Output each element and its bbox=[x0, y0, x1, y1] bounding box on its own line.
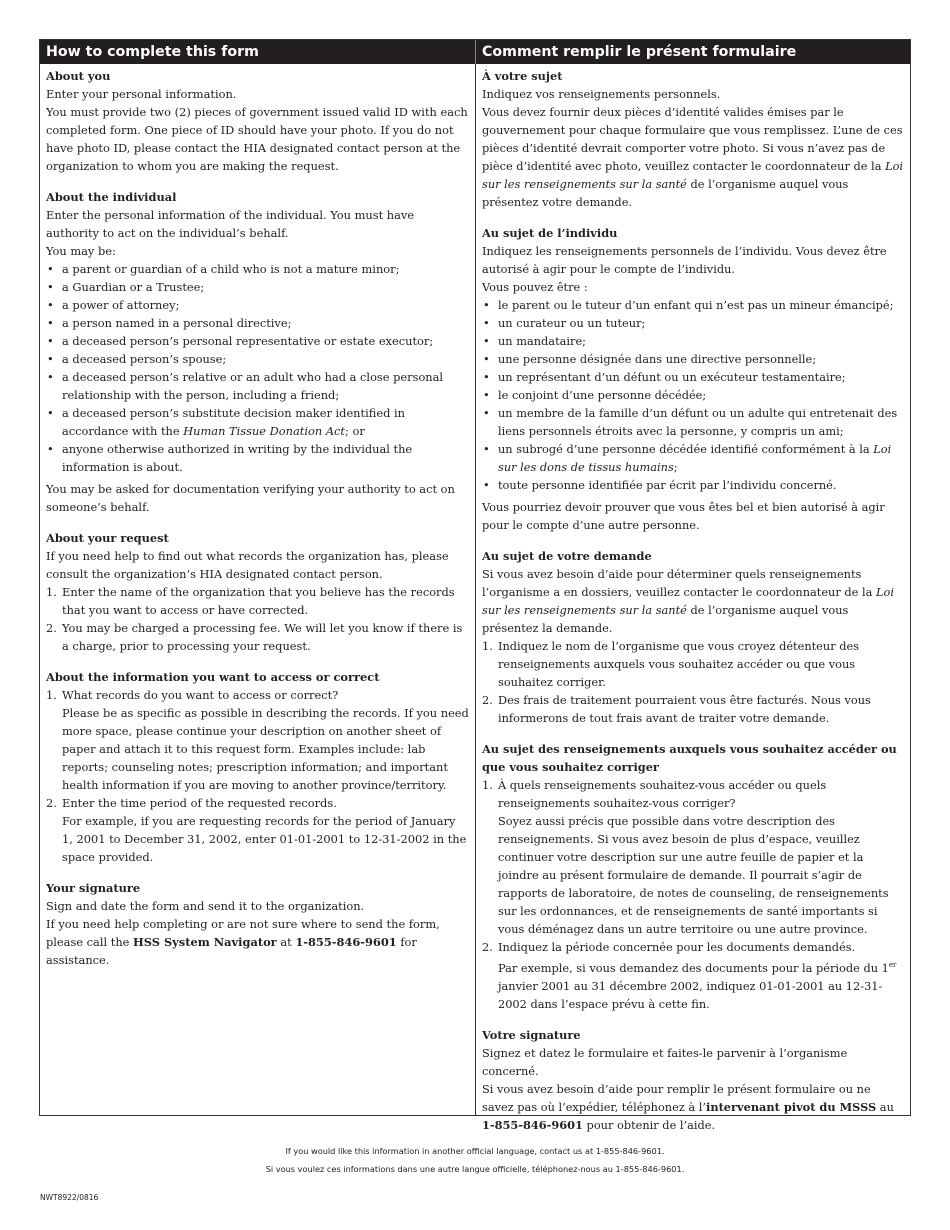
act-name: Loi sur les dons de tissus humains bbox=[498, 442, 892, 474]
header-french: Comment remplir le présent formulaire bbox=[482, 44, 797, 60]
list-item: 1. Indiquez le nom de l’organisme que vous croyez détenteur des renseignements auxquels vous souhaitez accéder ou que vous souhaitez corriger. bbox=[482, 639, 860, 689]
list-item: • a person named in a personal directive; bbox=[46, 314, 469, 332]
list-item: • anyone otherwise authorized in writing by the individual the information is about. bbox=[46, 440, 469, 476]
paragraph: Signez et datez le formulaire et faites-le parvenir à l’organisme concerné. bbox=[482, 1045, 848, 1078]
list-item: • un représentant d’un défunt ou un exécuteur testamentaire; bbox=[482, 368, 904, 386]
list-item: • le parent ou le tuteur d’un enfant qui n’est pas un mineur émancipé; bbox=[482, 296, 904, 314]
section-votre-signature bbox=[482, 1026, 904, 1134]
paragraph: You may be asked for documentation verifying your authority to act on someone’s behalf. bbox=[46, 482, 455, 514]
paragraph: Sign and date the form and send it to the organization. bbox=[46, 899, 365, 913]
section-a-votre-sujet bbox=[482, 67, 904, 211]
list-item: 2. Indiquez la période concernée pour les documents demandés. Par exemple, si vous demandez des documents pour la période du 1er janvier 2001 au 31 décembre 2002, indiquez 01-01-2001 au 12-31-2002 dans l’espace prévu à cette fin. bbox=[482, 940, 897, 1011]
paragraph: Indiquez les renseignements personnels de l’individu. Vous devez être autorisé à agir pour le compte de l’individu. bbox=[482, 244, 887, 276]
list-item: • a power of attorney; bbox=[46, 296, 469, 314]
paragraph: Vous pouvez être : bbox=[482, 280, 588, 294]
bullet-list bbox=[46, 260, 469, 476]
list-item: • a deceased person’s spouse; bbox=[46, 350, 469, 368]
paragraph: Si vous avez besoin d’aide pour remplir le présent formulaire ou ne savez pas où l’expédier, téléphonez à l’intervenant pivot du MSSS au 1-855-846-9601 pour obtenir de l’aide. bbox=[482, 1081, 894, 1132]
section-au-sujet-renseignements bbox=[482, 740, 904, 1013]
section-about-you bbox=[46, 67, 469, 175]
list-item: • a parent or guardian of a child who is not a mature minor; bbox=[46, 260, 469, 278]
navigator-name: HSS System Navigator bbox=[133, 935, 277, 949]
list-item: 2. Enter the time period of the requested records. For example, if you are requesting records for the period of January 1, 2001 to December 31, 2002, enter 01-01-2001 to 12-31-2002 in the space provided. bbox=[46, 796, 467, 864]
list-item: • une personne désignée dans une directive personnelle; bbox=[482, 350, 904, 368]
paragraph: Si vous avez besoin d’aide pour déterminer quels renseignements l’organisme a en dossiers, veuillez contacter le coordonnateur de la Loi sur les renseignements sur la santé de l’organisme auquel vous présentez la demande. bbox=[482, 567, 894, 635]
list-item: • a Guardian or a Trustee; bbox=[46, 278, 469, 296]
list-item: • a deceased person’s relative or an adult who had a close personal relationship with the person, including a friend; bbox=[46, 368, 469, 404]
list-item: • a deceased person’s substitute decision maker identified in accordance with the Human Tissue Donation Act; or bbox=[46, 404, 469, 440]
list-item: 2. Des frais de traitement pourraient vous être facturés. Nous vous informerons de tout frais avant de traiter votre demande. bbox=[482, 693, 871, 725]
numbered-list bbox=[46, 583, 469, 655]
section-about-request bbox=[46, 529, 469, 655]
table-header bbox=[40, 40, 910, 64]
list-item: 1. À quels renseignements souhaitez-vous accéder ou quels renseignements souhaitez-vous corriger? Soyez aussi précis que possible dans votre description des renseignements. Si vous avez besoin de plus d’espace, veuillez continuer votre description sur une autre feuille de papier et la joindre au présent formulaire de demande. Il pourrait s’agir de rapports de laboratoire, de notes de counseling, de renseignements sur les ordonnances, et de renseignements de santé importants si vous déménagez dans un autre territoire ou une autre province. bbox=[482, 778, 889, 936]
bullet-list bbox=[482, 296, 904, 494]
list-item: • un curateur ou un tuteur; bbox=[482, 314, 904, 332]
paragraph: Enter your personal information. bbox=[46, 87, 237, 101]
section-title: À votre sujet bbox=[482, 69, 563, 83]
footer-english: If you would like this information in another official language, contact us at 1-855-846-9601. bbox=[285, 1146, 665, 1156]
english-column bbox=[40, 64, 476, 1115]
paragraph: Vous pourriez devoir prouver que vous êtes bel et bien autorisé à agir pour le compte d’une autre personne. bbox=[482, 500, 885, 532]
section-title: Au sujet de votre demande bbox=[482, 549, 652, 563]
french-column bbox=[476, 64, 910, 1132]
list-item: 1. Enter the name of the organization that you believe has the records that you want to access or have corrected. bbox=[46, 585, 455, 617]
section-au-sujet-individu bbox=[482, 224, 904, 534]
numbered-list bbox=[482, 637, 904, 727]
section-title: Au sujet de l’individu bbox=[482, 226, 618, 240]
section-signature bbox=[46, 879, 469, 969]
section-about-information bbox=[46, 668, 469, 866]
phone-number: 1-855-846-9601 bbox=[295, 935, 397, 949]
paragraph: Vous devez fournir deux pièces d’identité valides émises par le gouvernement pour chaque formulaire que vous remplissez. L’une de ces pièces d’identité devrait comporter votre photo. Si vous n’avez pas de pièce d’identité avec photo, veuillez contacter le coordonnateur de la Loi sur les renseignements sur la santé de l’organisme auquel vous présentez votre demande. bbox=[482, 105, 904, 209]
paragraph: You may be: bbox=[46, 244, 116, 258]
paragraph: Enter the personal information of the individual. You must have authority to act on the individual’s behalf. bbox=[46, 208, 415, 240]
section-au-sujet-demande bbox=[482, 547, 904, 727]
phone-number: 1-855-846-9601 bbox=[482, 1117, 583, 1132]
form-code: NWT8922/0816 bbox=[40, 1193, 99, 1202]
navigator-name: intervenant pivot du MSSS bbox=[706, 1099, 877, 1114]
paragraph: If you need help to find out what records the organization has, please consult the organization’s HIA designated contact person. bbox=[46, 549, 449, 581]
section-about-individual bbox=[46, 188, 469, 516]
list-item: • toute personne identifiée par écrit par l’individu concerné. bbox=[482, 476, 904, 494]
paragraph: You must provide two (2) pieces of government issued valid ID with each completed form. One piece of ID should have your photo. If you do not have photo ID, please contact the HIA designated contact person at the organization to whom you are making the request. bbox=[46, 105, 468, 173]
list-item: • un mandataire; bbox=[482, 332, 904, 350]
section-title: Au sujet des renseignements auxquels vous souhaitez accéder ou que vous souhaitez corriger bbox=[482, 742, 897, 774]
instructions-table bbox=[39, 39, 911, 1132]
numbered-list bbox=[46, 686, 469, 866]
header-english: How to complete this form bbox=[40, 40, 476, 64]
section-title: Votre signature bbox=[482, 1027, 581, 1042]
section-title: Your signature bbox=[46, 881, 141, 895]
section-title: About the individual bbox=[46, 190, 177, 204]
section-title: About your request bbox=[46, 531, 169, 545]
paragraph: Indiquez vos renseignements personnels. bbox=[482, 87, 721, 101]
list-item: • un subrogé d’une personne décédée identifié conformément à la Loi sur les dons de tissus humains; bbox=[482, 440, 904, 476]
list-item: 1. What records do you want to access or correct? Please be as specific as possible in describing the records. If you need more space, please continue your description on another sheet of paper and attach it to this request form. Examples include: lab reports; counseling notes; prescription information; and important health information if you are moving to another province/territory. bbox=[46, 688, 469, 792]
list-item: • le conjoint d’une personne décédée; bbox=[482, 386, 904, 404]
section-title: About the information you want to access or correct bbox=[46, 670, 380, 684]
section-title: About you bbox=[46, 69, 111, 83]
numbered-list bbox=[482, 776, 904, 1013]
act-name: Human Tissue Donation Act bbox=[183, 424, 346, 438]
list-item: • un membre de la famille d’un défunt ou un adulte qui entretenait des liens personnels étroits avec la personne, y compris un ami; bbox=[482, 404, 904, 440]
footer-french: Si vous voulez ces informations dans une autre langue officielle, téléphonez-nous au 1-855-846-9601. bbox=[265, 1164, 685, 1174]
list-item: 2. You may be charged a processing fee. We will let you know if there is a charge, prior to processing your request. bbox=[46, 621, 463, 653]
paragraph: If you need help completing or are not sure where to send the form, please call the HSS System Navigator at 1-855-846-9601 for assistance. bbox=[46, 917, 440, 967]
list-item: • a deceased person’s personal representative or estate executor; bbox=[46, 332, 469, 350]
